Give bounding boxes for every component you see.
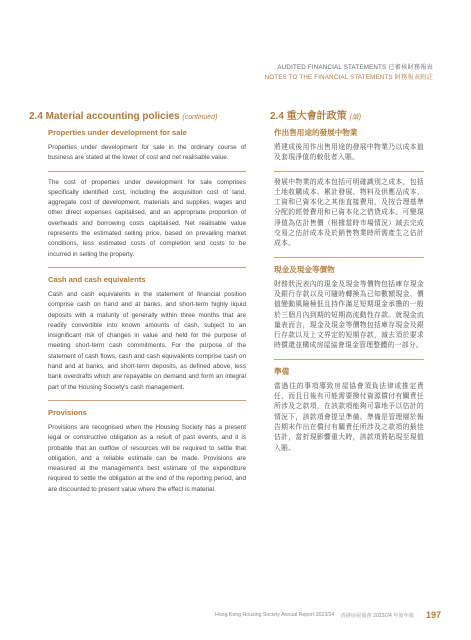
paragraph: Cash and cash equivalents in the statement of financial position comprise cash on hand and at banks, and short-term highly liquid deposits with a maturity of generally within three months that are readily convertible into known amounts of cash, subject to an insignificant risk of changes in value and held for the purpose of meeting short-term cash commitments. For the purpose of the statement of cash flows, cash and cash equivalents comprise cash on hand and at banks, and short-term deposits, as defined above, less bank overdrafts which are repayable on demand and form an integral part of the Housing Society's cash management. [48, 290, 246, 391]
footer-report-en: Hong Kong Housing Society Annual Report 2023/24 [215, 612, 335, 618]
paragraph: 財務狀況表內的現金及現金等價物包括庫存現金及銀行存款以及可隨時轉換為已知數額現金、價值變動風險極低且持作滿足短期現金承擔的一般於三個月內到期的短期高流動性存款。就現金流量表而言，現金及現金等價物包括庫存現金及銀行存款以及上文界定的短期存款，減去須於要求時償還並構成房屋協會現金管理整體的一部分。 [274, 280, 424, 350]
paragraph: The cost of properties under development for sale comprises specifically identified cost, including the acquisition cost of land, aggregate cost of development, materials and supplies, wages and other direct expenses capitalised, and an appropriate proportion of overheads and borrowing costs capitalised. Net realisable value represents the estimated selling price, based on prevailing market conditions, less estimated costs of completion and costs to be incurred in selling the property. [48, 178, 246, 258]
paragraph: 發展中物業的成本包括可明確識別之成本，包括土地收購成本、累計發展、物料及供應品成本、工資和已資本化之其他直接費用，及按合理基準分配的經營費用和已資本化之借貸成本。可變現淨值為估計售價（根據當時市場情況）減去完成交易之估計成本及於銷售物業時所需產生之估計成本。 [274, 178, 424, 248]
continued-label-zh: (續) [349, 114, 362, 121]
subheading-provisions-en: Provisions [48, 407, 87, 417]
paragraph: 將建成後用作出售用途的發展中物業乃以成本值及套現淨值的較低者入賬。 [274, 144, 424, 162]
page-header [265, 63, 433, 83]
subheading-properties-zh: 作出售用途的發展中物業 [274, 128, 358, 137]
subheading-cash-en: Cash and cash equivalents [48, 274, 146, 284]
english-column [29, 110, 246, 495]
header-statement-title: AUDITED FINANCIAL STATEMENTS 已審核財務報表 [277, 64, 433, 71]
page-number: 197 [425, 610, 441, 620]
divider [274, 257, 424, 258]
footer-report-zh: 香港房屋協會 2023/24 年度年報 [340, 612, 414, 619]
paragraph: Provisions are recognised when the Housing Society has a present legal or constructive obligation as a result of past events, and it is probable that an outflow of resources will be required to settle that obligation, and a reliable estimate can be made. Provisions are measured at the management's best estimate of the expenditure required to settle the obligation at the end of the reporting period, and are discounted to present value where the effect is material. [48, 423, 246, 493]
header-notes-title: NOTES TO THE FINANCIAL STATEMENTS 財務報表附註 [264, 74, 433, 81]
divider [48, 171, 246, 172]
section-title-en: 2.4 Material accounting policies (continued) [29, 111, 218, 122]
continued-label-en: (continued) [182, 114, 218, 121]
chinese-column [270, 110, 424, 454]
paragraph: Properties under development for sale in the ordinary course of business are stated at the lower of cost and net realisable value. [48, 144, 246, 162]
subheading-properties-en: Properties under development for sale [48, 128, 187, 137]
page-footer [215, 610, 441, 620]
subheading-cash-zh: 現金及現金等價物 [274, 264, 335, 274]
divider [274, 359, 424, 360]
divider [48, 400, 246, 401]
divider [274, 171, 424, 172]
divider [48, 267, 246, 268]
subheading-provisions-zh: 準備 [274, 366, 290, 376]
section-title-zh: 2.4 重大會計政策 (續) [270, 111, 362, 122]
paragraph: 當過往的事項導致房屋協會須負法律或推定責任，而且日後有可能需要撥付資源償付有關責任所涉及之款項，在該款項能夠可靠地予以估計的情況下，該款項會提呈準備。準備是管理層於報告期末作出在償付有關責任所涉及之款項的最佳估計，當折現影響重大時，該款項將貼現至現值入賬。 [274, 382, 424, 452]
